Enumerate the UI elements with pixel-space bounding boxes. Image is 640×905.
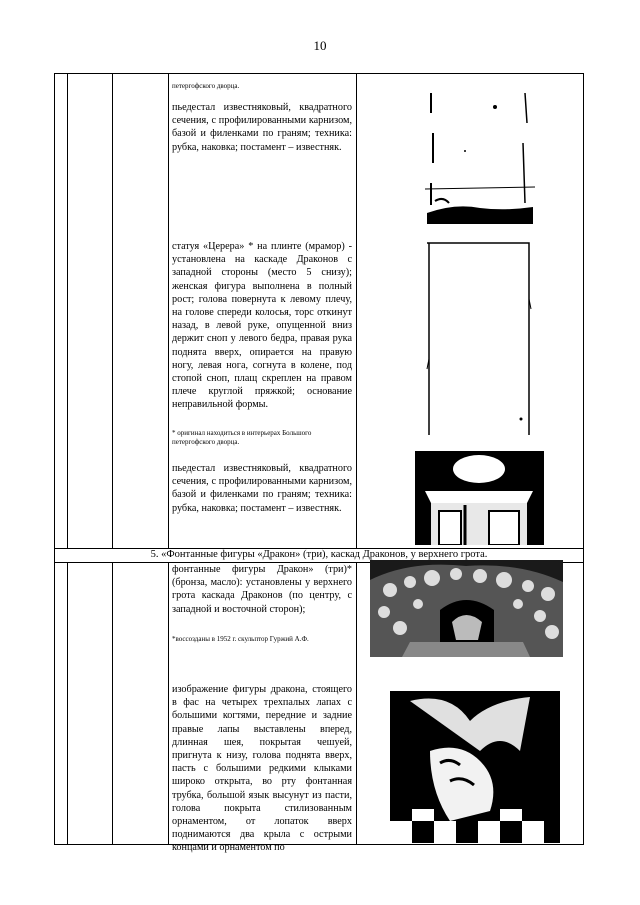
top-note: петергофского дворца. <box>172 82 240 90</box>
table-col-2 <box>112 73 113 548</box>
table-col-2-lower <box>112 562 113 845</box>
pedestal-photo-1 <box>425 93 535 224</box>
table-border-left <box>54 73 55 548</box>
table-border-left-lower <box>54 562 55 845</box>
pedestal-description-1: пьедестал известняковый, квадратного сечения, с профилированными карнизом, базой и филенками по граням; техника: рубка, наковка; постамент – известняк. <box>172 102 352 153</box>
table-top-border <box>54 73 584 74</box>
ceres-statue-photo <box>425 239 535 439</box>
dragon-figure-description: изображение фигуры дракона, стоящего в фас на четырех трехпалых лапах с большими когтями, передние и задние правые лапы выставлены вперед, длинная шея, покрытая чешуей, пригнута к низу, голова поднята вверх, пасть с большими редкими клыками широко открыта, во рту фонтанная трубка, большой язык высунут из пасти, голова покрыта стилизованным орнаментом, от лопаток вверх поднимаются два крыла с острыми концами и орнаментом по <box>172 684 352 854</box>
section-5-heading: 5. «Фонтанные фигуры «Дракон» (три), каскад Драконов, у верхнего грота. <box>150 549 488 560</box>
table-col-3-lower <box>168 562 169 845</box>
ceres-statue-description: статуя «Церера» * на плинте (мрамор) - установлена на каскаде Драконов с западной стороны (место 5 снизу); женская фигура выполнена в полный рост; голова повернута к левому плечу, на голове спереди колосья, торс откинут назад, в левой руке, опущенной вниз держит сноп у левого бедра, правая рука поднята вверх, опирается на правую ногу, левая нога, согнута в колене, под стопой сноп, плащ скреплен на правом плече круглой пряжкой; основание неправильной формы. <box>172 241 352 411</box>
ceres-footnote: * оригинал находиться в интерьерах Большого петергофского дворца. <box>172 429 312 446</box>
dragons-grotto-photo <box>370 560 563 657</box>
table-col-4-lower <box>356 562 357 845</box>
page-number: 10 <box>313 38 327 53</box>
dragon-figure-photo <box>390 691 560 843</box>
document-table <box>54 73 584 854</box>
dragons-footnote: *воссозданы в 1952 г. скульптор Гуржий А.Ф. <box>172 635 309 643</box>
pedestal-description-2: пьедестал известняковый, квадратного сечения, с профилированными карнизом, базой и филенками по граням; техника: рубка, наковка; постамент – известняк. <box>172 463 352 514</box>
table-col-1 <box>67 73 68 548</box>
pedestal-photo-2 <box>415 451 544 545</box>
table-col-4 <box>356 73 357 548</box>
table-col-1-lower <box>67 562 68 845</box>
dragons-description: фонтанные фигуры Дракон» (три)* (бронза, масло): установлены у верхнего грота каскада Драконов (по центру, с западной и восточной сторон); <box>172 564 352 615</box>
table-border-right <box>583 73 584 845</box>
table-col-3 <box>168 73 169 548</box>
